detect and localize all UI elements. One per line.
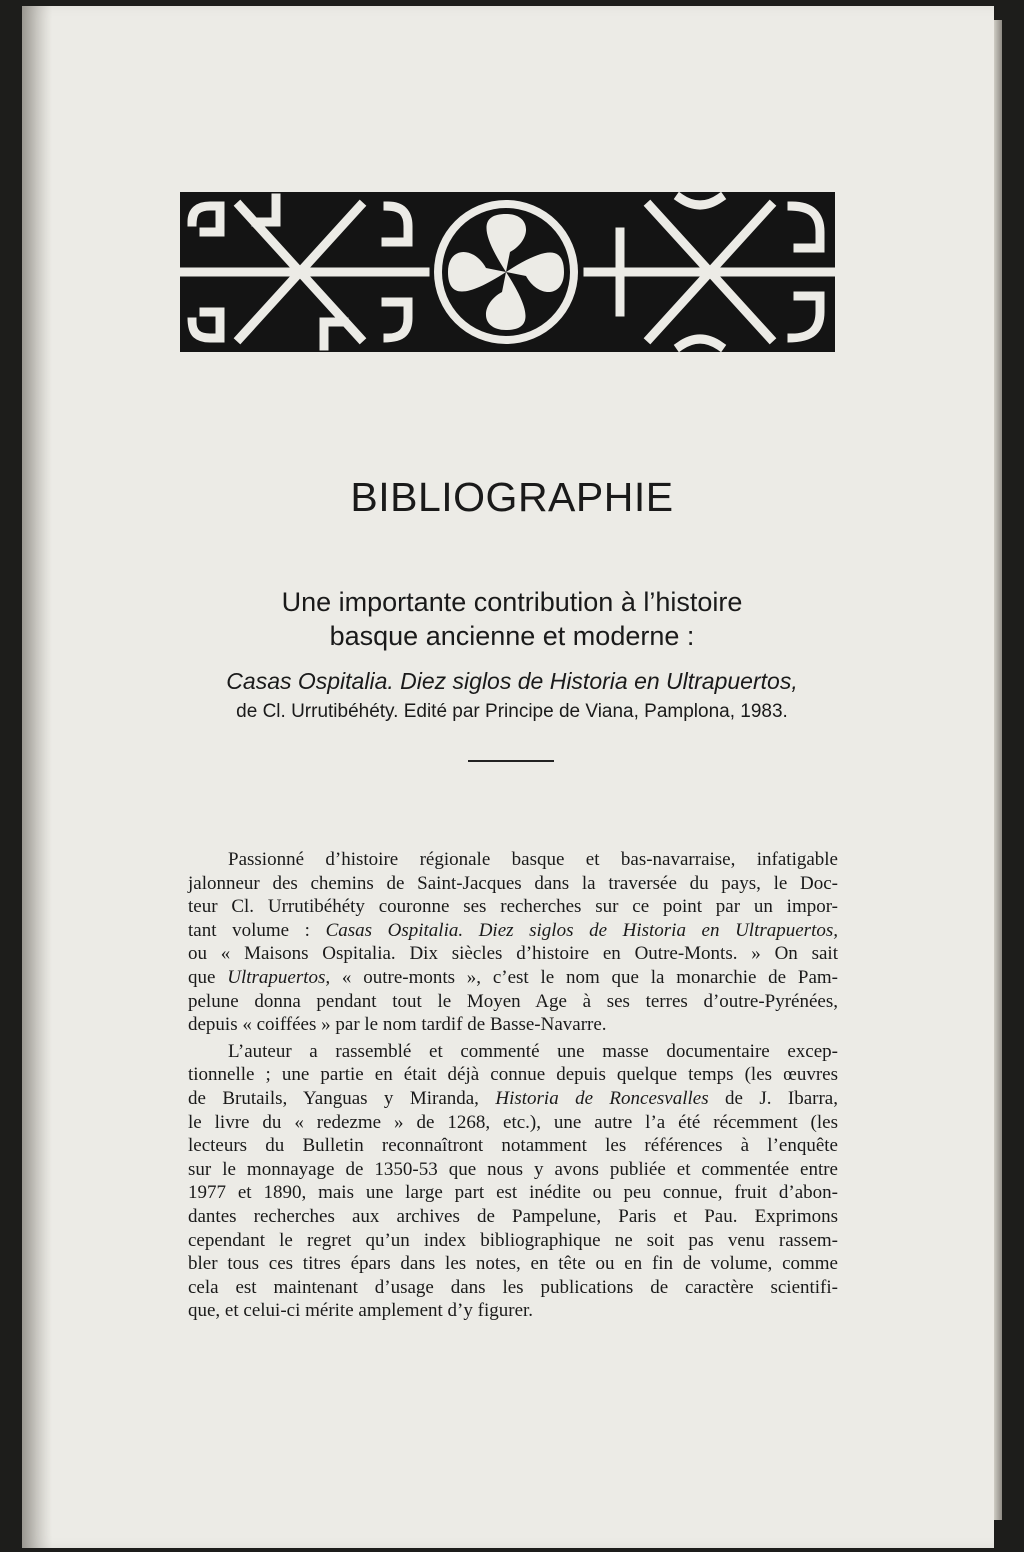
article-subtitle [0, 585, 1024, 653]
text-line: le livre du « redezme » de 1268, etc.), une autre l’a été récemment (les [188, 1111, 838, 1133]
text-line: Passionné d’histoire régionale basque et bas-navarraise, infatigable [228, 849, 838, 870]
text-line: tionnelle ; une partie en était déjà connue depuis quelque temps (les œuvres [188, 1064, 838, 1086]
text-line: jalonneur des chemins de Saint-Jacques dans la traversée du pays, le Doc- [188, 872, 838, 894]
article-body [188, 848, 838, 1323]
text-segment: que [188, 966, 228, 988]
text-line: cependant le regret qu’un index bibliographique ne soit pas venu rassem- [188, 1229, 838, 1251]
text-line: sur le monnayage de 1350-53 que nous y avons publiée et commentée entre [188, 1158, 838, 1180]
paragraph-2 [188, 1040, 838, 1323]
text-line: bler tous ces titres épars dans les notes, en tête ou en fin de volume, comme [188, 1253, 838, 1275]
text-line: lecteurs du Bulletin reconnaîtront notamment les références à l’enquête [188, 1135, 838, 1157]
text-line: que, et celui-ci mérite amplement d’y figurer. [188, 1300, 534, 1322]
text-line: cela est maintenant d’usage dans les publications de caractère scientifi- [188, 1276, 838, 1298]
text-line [188, 966, 838, 990]
page-title: BIBLIOGRAPHIE [350, 474, 674, 520]
text-line: ou « Maisons Ospitalia. Dix siècles d’histoire en Outre-Monts. » On sait [188, 943, 838, 965]
book-title: Historia de Roncesvalles [495, 1087, 709, 1109]
spine-shadow [22, 6, 52, 1548]
lauburu-symbol [434, 200, 578, 344]
section-divider [468, 760, 554, 762]
text-line [188, 1087, 838, 1111]
subtitle-line-2: basque ancienne et moderne : [329, 621, 695, 651]
subtitle-line-1: Une importante contribution à l’histoire [281, 587, 743, 617]
text-line: depuis « coiffées » par le nom tardif de Basse-Navarre. [188, 1014, 607, 1036]
text-line: dantes recherches aux archives de Pampelune, Paris et Pau. Exprimons [188, 1205, 838, 1227]
text-line: 1977 et 1890, mais une large part est inédite ou peu connue, fruit d’abon- [188, 1182, 838, 1204]
text-segment: tant volume : [188, 919, 326, 941]
text-segment: de Brutails, Yanguas y Miranda, [188, 1087, 496, 1109]
basque-ornament-banner [180, 192, 835, 352]
reference-title: Casas Ospitalia. Diez siglos de Historia en Ultrapuertos, [226, 668, 798, 694]
text-line: teur Cl. Urrutibéhéty couronne ses recherches sur ce point par un impor- [188, 896, 838, 918]
text-segment: de J. Ibarra, [708, 1087, 838, 1109]
foreign-term: Ultrapuertos, [227, 966, 331, 988]
paragraph-1 [188, 848, 838, 1037]
text-line: pelune donna pendant tout le Moyen Age à ses terres d’outre-Pyrénées, [188, 990, 838, 1012]
book-title: Casas Ospitalia. Diez siglos de Historia en Ultrapuertos, [325, 919, 839, 941]
text-line [188, 919, 838, 943]
text-line: L’auteur a rassemblé et commenté une masse documentaire excep- [228, 1040, 838, 1062]
text-segment: « outre-monts », c’est le nom que la monarchie de Pam- [330, 966, 838, 988]
page-edge [994, 20, 1002, 1520]
reference-details: de Cl. Urrutibéhéty. Edité par Principe de Viana, Pamplona, 1983. [236, 701, 788, 722]
